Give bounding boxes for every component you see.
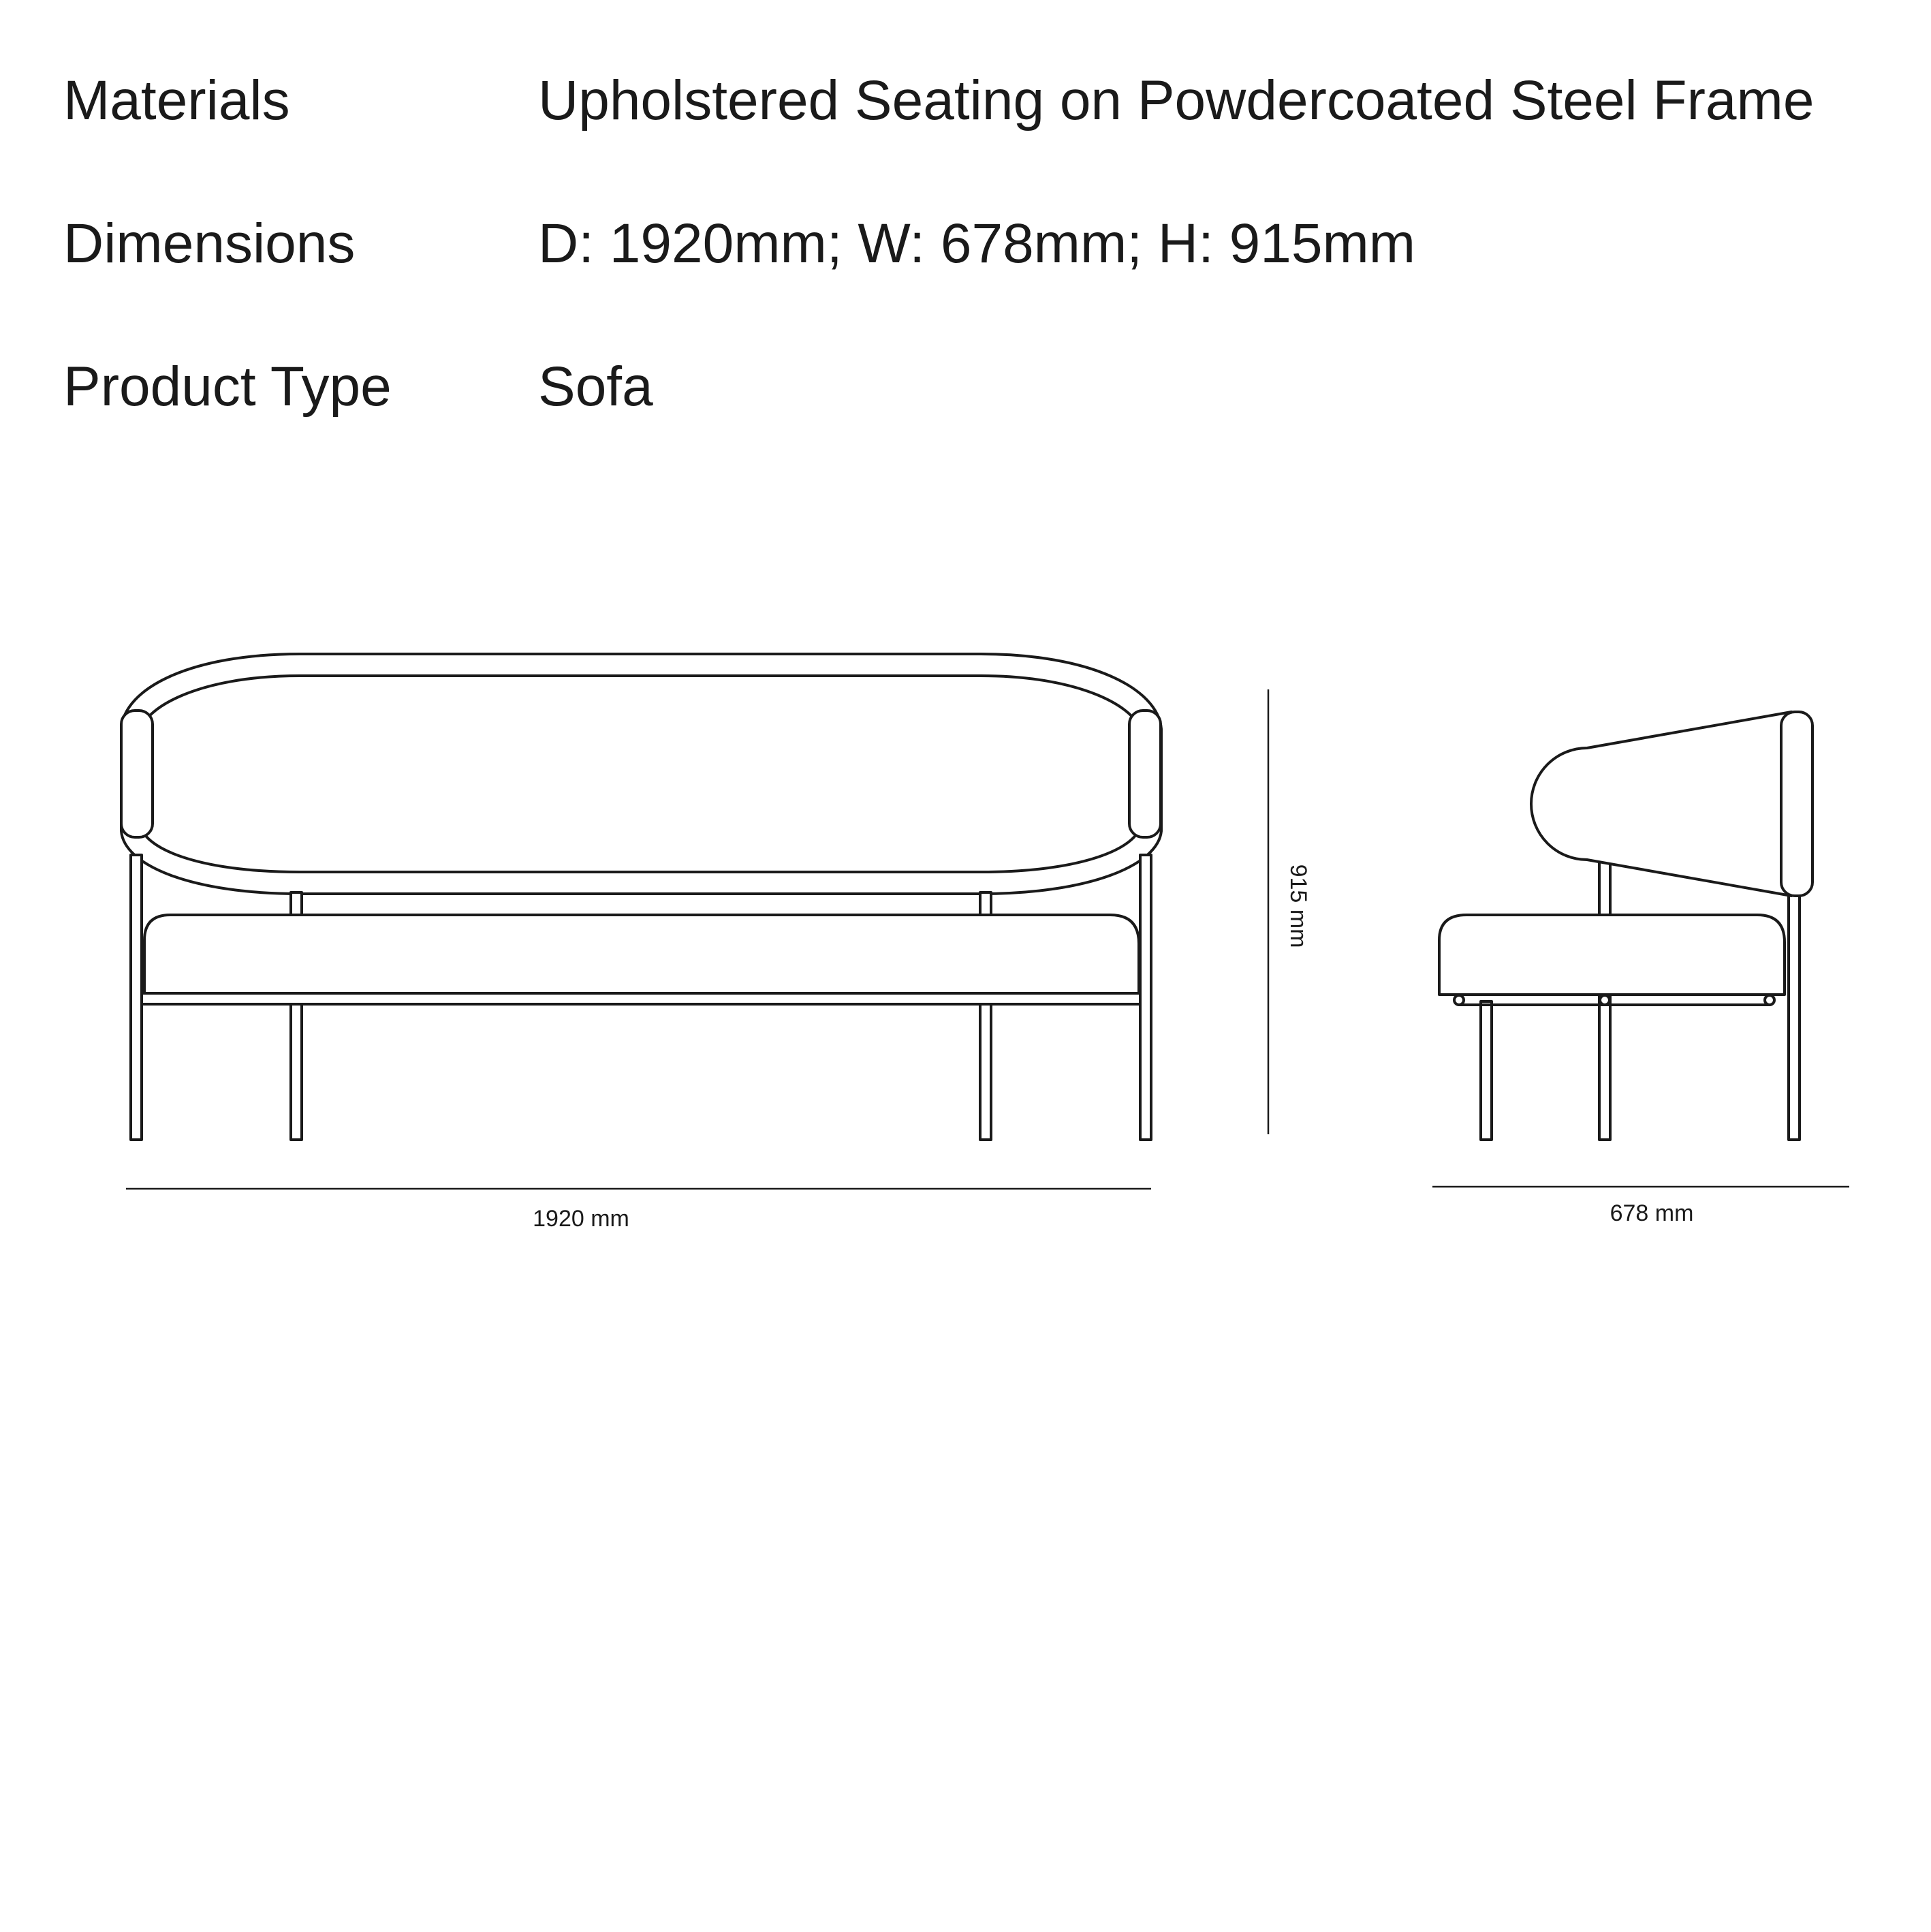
side-leg-rear [1789, 886, 1800, 1140]
width-dimension-label: 1920 mm [533, 1206, 629, 1232]
side-joint-front [1454, 995, 1464, 1005]
spec-value-materials: Upholstered Seating on Powdercoated Steel Frame [538, 69, 1815, 131]
front-back-post-right [980, 892, 991, 916]
depth-dimension-label: 678 mm [1610, 1200, 1694, 1226]
spec-label-materials: Materials [63, 69, 290, 131]
front-leg-outer-left [131, 855, 142, 1140]
front-back-cushion [140, 676, 1141, 872]
side-joint-middle [1600, 995, 1610, 1005]
front-leg-inner-left [291, 995, 302, 1140]
front-leg-outer-right [1140, 855, 1151, 1140]
front-leg-inner-right [980, 995, 991, 1140]
front-back-post-left [291, 892, 302, 916]
sofa-side-view [1439, 712, 1812, 1140]
front-seat-rail [142, 993, 1140, 1004]
side-seat-cushion [1439, 915, 1785, 995]
side-backrest [1531, 712, 1791, 896]
front-seat-cushion [144, 915, 1139, 993]
front-armrest-right [1129, 711, 1161, 837]
dimension-width [126, 1189, 1151, 1232]
side-joint-rear [1765, 995, 1774, 1005]
side-back-cushion [1781, 712, 1812, 896]
spec-label-dimensions: Dimensions [63, 213, 356, 275]
spec-value-product-type: Sofa [538, 356, 653, 418]
height-dimension-label: 915 mm [1285, 864, 1311, 948]
spec-label-product-type: Product Type [63, 356, 392, 418]
side-leg-front [1481, 1001, 1492, 1140]
dimension-height [1268, 689, 1311, 1134]
sofa-front-view [121, 654, 1161, 1140]
spec-value-dimensions: D: 1920mm; W: 678mm; H: 915mm [538, 213, 1416, 275]
dimension-depth [1432, 1187, 1849, 1226]
front-armrest-left [121, 711, 153, 837]
